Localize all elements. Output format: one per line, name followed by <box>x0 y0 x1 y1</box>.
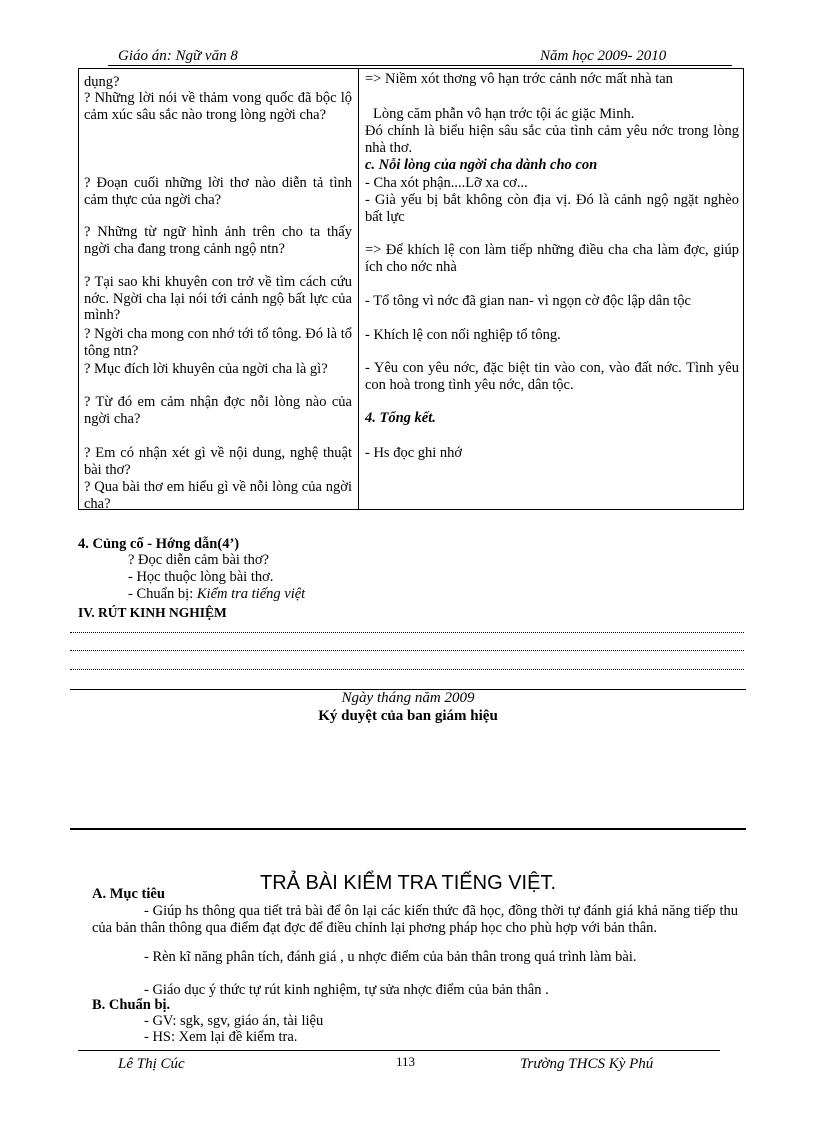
approval-label: Ký duyệt của ban giám hiệu <box>318 708 498 724</box>
answer-1: Lòng căm phẫn vô hạn trớc tội ác giặc Minh. <box>373 106 635 122</box>
notes-line-1 <box>70 632 744 633</box>
section-b-heading: B. Chuẩn bị. <box>92 997 171 1013</box>
answer-0: => Niềm xót thơng vô hạn trớc cảnh nớc mất nhà tan <box>365 71 673 87</box>
question-7: ? Từ đó em cảm nhận đợc nỗi lòng nào của ngời cha? <box>84 394 352 427</box>
lesson-title: TRẢ BÀI KIỂM TRA TIẾNG VIỆT. <box>260 872 556 894</box>
question-5: ? Ngời cha mong con nhớ tới tổ tông. Đó là tổ tông ntn? <box>84 326 352 359</box>
objective-2: - Rèn kĩ năng phân tích, đánh giá , u nhợc điểm của bản thân trong quá trình làm bài. <box>144 949 637 965</box>
consolidation-prepare <box>128 586 305 603</box>
answer-2: Đó chính là biểu hiện sâu sắc của tình cảm yêu nớc trong lòng nhà thơ. <box>365 123 739 156</box>
section-a-heading: A. Mục tiêu <box>92 886 165 902</box>
question-6: ? Mục đích lời khuyên của ngời cha là gì? <box>84 361 328 377</box>
answer-7: - Tổ tông vì nớc đã gian nan- vì ngọn cờ độc lập dân tộc <box>365 293 691 309</box>
page-number: 113 <box>396 1054 416 1069</box>
approval-rule <box>70 828 746 830</box>
consolidation-heading: 4. Củng cố - Hớng dẫn(4’) <box>78 536 240 552</box>
consolidation-item-1: ? Đọc diễn cảm bài thơ? <box>128 552 269 568</box>
answer-6: => Để khích lệ con làm tiếp những điều cha cha làm đợc, giúp ích cho nớc nhà <box>365 242 739 275</box>
prepare-label: - Chuẩn bị: <box>128 586 197 602</box>
experience-heading: IV. RÚT KINH NGHIỆM <box>78 605 227 620</box>
question-9: ? Qua bài thơ em hiểu gì về nỗi lòng của ngời cha? <box>84 479 352 512</box>
objective-1: - Giúp hs thông qua tiết trả bài để ôn lại các kiến thức đã học, đồng thời tự đánh giá khả năng tiếp thu của bản thân thông qua điểm đạt đợc để điều chỉnh lại phơng pháp học cho phù hợp với bản thân. <box>92 903 738 936</box>
prep-teacher: - GV: sgk, sgv, giáo án, tài liệu <box>144 1013 324 1029</box>
objective-3: - Giáo dục ý thức tự rút kinh nghiệm, tự sửa nhợc điểm của bản thân . <box>144 982 549 998</box>
answer-4: - Cha xót phận....Lỡ xa cơ... <box>365 175 528 191</box>
answer-8: - Khích lệ con nối nghiệp tổ tông. <box>365 327 561 343</box>
notes-line-2 <box>70 650 744 651</box>
header-school-year: Năm học 2009- 2010 <box>540 48 667 64</box>
footer-author: Lê Thị Cúc <box>118 1056 185 1072</box>
footer-school: Trường THCS Kỳ Phú <box>520 1056 654 1072</box>
footer-rule <box>78 1050 720 1051</box>
header-rule <box>108 65 732 66</box>
answer-3-heading: c. Nỗi lòng của ngời cha dành cho con <box>365 157 598 173</box>
question-1: ? Những lời nói về thảm vong quốc đã bộc lộ cảm xúc sâu sắc nào trong lòng ngời cha? <box>84 90 352 123</box>
answer-11: - Hs đọc ghi nhớ <box>365 445 463 461</box>
question-4: ? Tại sao khi khuyên con trở về tìm cách cứu nớc. Ngời cha lại nói tới cảnh ngộ bất lực của mình? <box>84 274 352 323</box>
table-column-divider <box>358 68 359 510</box>
prep-student: - HS: Xem lại đề kiểm tra. <box>144 1029 298 1045</box>
question-8: ? Em có nhận xét gì về nội dung, nghệ thuật bài thơ? <box>84 445 352 478</box>
answer-10-heading: 4. Tổng kết. <box>365 410 436 426</box>
answer-5: - Già yếu bị bắt không còn địa vị. Đó là cảnh ngộ ngặt nghèo bất lực <box>365 192 739 225</box>
answer-9: - Yêu con yêu nớc, đặc biệt tin vào con, vào đất nớc. Tình yêu con hoà trong tình yêu nớc, dân tộc. <box>365 360 739 393</box>
header-subject: Giáo án: Ngữ văn 8 <box>118 48 238 64</box>
question-0: dụng? <box>84 74 120 90</box>
question-2: ? Đoạn cuối những lời thơ nào diễn tả tình cảm thực của ngời cha? <box>84 175 352 208</box>
notes-line-3 <box>70 669 744 670</box>
prepare-value: Kiểm tra tiếng việt <box>196 586 306 602</box>
question-3: ? Những từ ngữ hình ảnh trên cho ta thấy ngời cha đang trong cảnh ngộ ntn? <box>84 224 352 257</box>
consolidation-item-2: - Học thuộc lòng bài thơ. <box>128 569 274 585</box>
approval-date: Ngày tháng năm 2009 <box>341 690 475 706</box>
